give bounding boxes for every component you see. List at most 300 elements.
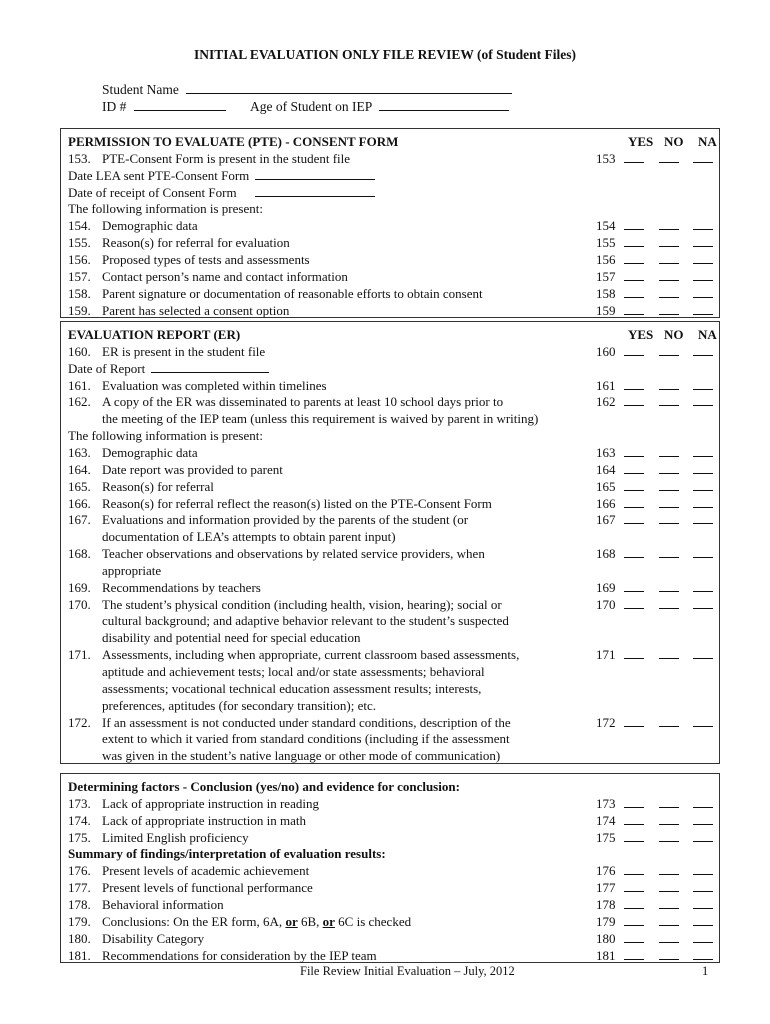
- checklist-row: [68, 862, 719, 879]
- na-answer-blank[interactable]: [693, 314, 713, 315]
- answer-ref-number: 171: [596, 647, 616, 663]
- age-line[interactable]: [379, 100, 509, 111]
- answer-ref-number: 176: [596, 863, 616, 879]
- date-entry-line[interactable]: [255, 169, 375, 180]
- no-answer-blank[interactable]: [659, 473, 679, 474]
- na-answer-blank[interactable]: [693, 162, 713, 163]
- answer-group: [596, 461, 721, 478]
- checklist-row: [68, 697, 719, 714]
- answer-group: [596, 913, 721, 930]
- date-entry-line[interactable]: [255, 186, 375, 197]
- yes-answer-blank[interactable]: [624, 229, 644, 230]
- checklist-row: [68, 302, 719, 319]
- answer-ref-number: 170: [596, 596, 616, 612]
- answer-ref-number: 160: [596, 343, 616, 359]
- checklist-row: [68, 930, 719, 947]
- answer-group: [596, 444, 721, 461]
- checklist-row: [68, 217, 719, 234]
- answer-ref-number: 155: [596, 235, 616, 251]
- na-answer-blank[interactable]: [693, 355, 713, 356]
- item-number: 161.: [68, 377, 91, 393]
- yes-answer-blank[interactable]: [624, 456, 644, 457]
- checklist-row: [68, 200, 719, 217]
- answer-group: [596, 879, 721, 896]
- checklist-row: [68, 947, 719, 964]
- na-answer-blank[interactable]: [693, 280, 713, 281]
- checklist-row: [68, 251, 719, 268]
- answer-group: [596, 896, 721, 913]
- no-answer-blank[interactable]: [659, 874, 679, 875]
- answer-group: [596, 947, 721, 964]
- na-answer-blank[interactable]: [693, 807, 713, 808]
- answer-ref-number: 158: [596, 285, 616, 301]
- answer-ref-number: 178: [596, 896, 616, 912]
- item-text: was given in the student’s native language or other mode of communication): [102, 748, 501, 764]
- yes-answer-blank[interactable]: [624, 557, 644, 558]
- answer-group: [596, 478, 721, 495]
- no-answer-blank[interactable]: [659, 942, 679, 943]
- answer-group: [596, 495, 721, 512]
- yes-answer-blank[interactable]: [624, 263, 644, 264]
- item-text: Contact person’s name and contact information: [102, 268, 348, 284]
- section-evaluation-report: [60, 321, 720, 764]
- yes-answer-blank[interactable]: [624, 608, 644, 609]
- item-text: extent to which it varied from standard conditions (including if the assessment: [102, 731, 510, 747]
- checklist-row: [68, 285, 719, 302]
- no-answer-blank[interactable]: [659, 297, 679, 298]
- no-answer-blank[interactable]: [659, 507, 679, 508]
- item-text: documentation of LEA’s attempts to obtain parent input): [102, 529, 396, 545]
- column-header-yes: YES: [628, 327, 654, 342]
- na-answer-blank[interactable]: [693, 942, 713, 943]
- item-text: ER is present in the student file: [102, 343, 266, 359]
- item-text: Recommendations for consideration by the IEP team: [102, 947, 377, 963]
- page-number: 1: [702, 964, 709, 978]
- item-text: Demographic data: [102, 444, 198, 460]
- answer-ref-number: 175: [596, 829, 616, 845]
- na-answer-blank[interactable]: [693, 874, 713, 875]
- no-answer-blank[interactable]: [659, 891, 679, 892]
- item-number: 166.: [68, 495, 91, 511]
- column-header-na: NA: [698, 134, 717, 149]
- no-answer-blank[interactable]: [659, 355, 679, 356]
- item-text: Disability Category: [102, 930, 205, 946]
- item-text: Lack of appropriate instruction in reading: [102, 795, 319, 811]
- item-text: The student’s physical condition (including health, vision, hearing); social or: [102, 596, 502, 612]
- na-answer-blank[interactable]: [693, 959, 713, 960]
- answer-ref-number: 159: [596, 302, 616, 318]
- item-text: Summary of findings/interpretation of evaluation results:: [68, 846, 386, 862]
- answer-group: [596, 829, 721, 846]
- no-answer-blank[interactable]: [659, 608, 679, 609]
- item-text: If an assessment is not conducted under standard conditions, description of the: [102, 714, 511, 730]
- item-text: Present levels of functional performance: [102, 880, 313, 896]
- checklist-row: [68, 528, 719, 545]
- no-answer-blank[interactable]: [659, 523, 679, 524]
- checklist-row: [68, 427, 719, 444]
- na-answer-blank[interactable]: [693, 473, 713, 474]
- checklist-row: [68, 184, 719, 201]
- na-answer-blank[interactable]: [693, 523, 713, 524]
- answer-group: [596, 150, 721, 167]
- section-pte-consent: [60, 128, 720, 318]
- item-text: cultural background; and adaptive behavior relevant to the student’s suspected: [102, 613, 509, 629]
- id-label: ID #: [102, 99, 127, 114]
- answer-group: [596, 714, 721, 731]
- no-answer-blank[interactable]: [659, 959, 679, 960]
- answer-group: [596, 579, 721, 596]
- item-number: 157.: [68, 268, 91, 284]
- item-number: 155.: [68, 235, 91, 251]
- no-answer-blank[interactable]: [659, 726, 679, 727]
- yes-answer-blank[interactable]: [624, 297, 644, 298]
- item-text: Parent signature or documentation of reasonable efforts to obtain consent: [102, 285, 483, 301]
- answer-ref-number: 179: [596, 913, 616, 929]
- yes-answer-blank[interactable]: [624, 925, 644, 926]
- na-answer-blank[interactable]: [693, 608, 713, 609]
- na-answer-blank[interactable]: [693, 405, 713, 406]
- item-text: Teacher observations and observations by related service providers, when: [102, 546, 485, 562]
- item-number: 164.: [68, 461, 91, 477]
- item-number: 174.: [68, 812, 91, 828]
- item-text-part: 6C is checked: [334, 913, 412, 929]
- yes-answer-blank[interactable]: [624, 959, 644, 960]
- item-number: 158.: [68, 285, 91, 301]
- item-text: Reason(s) for referral reflect the reason(s) listed on the PTE-Consent Form: [102, 495, 492, 511]
- checklist-row: [68, 360, 719, 377]
- yes-answer-blank[interactable]: [624, 841, 644, 842]
- yes-answer-blank[interactable]: [624, 246, 644, 247]
- footer-text: File Review Initial Evaluation – July, 2012: [300, 964, 515, 978]
- answer-ref-number: 169: [596, 579, 616, 595]
- item-text: [102, 914, 411, 929]
- answer-group: [596, 795, 721, 812]
- item-number: 176.: [68, 863, 91, 879]
- item-number: 160.: [68, 343, 91, 359]
- item-number: 179.: [68, 913, 91, 929]
- student-name-label: Student Name: [102, 82, 179, 97]
- checklist-row: [68, 845, 719, 862]
- yes-answer-blank[interactable]: [624, 389, 644, 390]
- answer-ref-number: 161: [596, 377, 616, 393]
- answer-group: [596, 393, 721, 410]
- answer-group: [596, 862, 721, 879]
- answer-ref-number: 166: [596, 495, 616, 511]
- item-text: aptitude and achievement tests; local and/or state assessments; behavioral: [102, 664, 485, 679]
- item-text: The following information is present:: [68, 201, 263, 217]
- item-text: assessments; vocational technical education assessment results; interests,: [102, 680, 482, 696]
- item-number: 168.: [68, 546, 91, 562]
- checklist-row: [68, 612, 719, 629]
- item-number: 165.: [68, 478, 91, 494]
- answer-ref-number: 154: [596, 218, 616, 234]
- item-number: 154.: [68, 218, 91, 234]
- no-answer-blank[interactable]: [659, 841, 679, 842]
- yes-answer-blank[interactable]: [624, 874, 644, 875]
- checklist-row: [68, 234, 719, 251]
- age-label: Age of Student on IEP: [250, 99, 372, 114]
- section-title-row: [68, 133, 719, 150]
- na-answer-blank[interactable]: [693, 490, 713, 491]
- item-number: 159.: [68, 302, 91, 318]
- date-entry-line[interactable]: [151, 362, 269, 373]
- yes-answer-blank[interactable]: [624, 490, 644, 491]
- na-answer-blank[interactable]: [693, 841, 713, 842]
- no-answer-blank[interactable]: [659, 591, 679, 592]
- item-number: 172.: [68, 714, 91, 730]
- checklist-row: [68, 829, 719, 846]
- yes-answer-blank[interactable]: [624, 280, 644, 281]
- item-number: 173.: [68, 795, 91, 811]
- section-title: PERMISSION TO EVALUATE (PTE) - CONSENT FORM: [68, 134, 399, 149]
- or-emphasis: or: [322, 913, 335, 929]
- answer-group: [596, 234, 721, 251]
- checklist-row: [68, 680, 719, 697]
- item-number: 153.: [68, 150, 91, 166]
- yes-answer-blank[interactable]: [624, 314, 644, 315]
- checklist-row: [68, 629, 719, 646]
- checklist-row: [68, 913, 719, 930]
- checklist-row: [68, 410, 719, 427]
- answer-group: [596, 268, 721, 285]
- no-answer-blank[interactable]: [659, 557, 679, 558]
- answer-ref-number: 164: [596, 461, 616, 477]
- yes-answer-blank[interactable]: [624, 473, 644, 474]
- na-answer-blank[interactable]: [693, 824, 713, 825]
- item-text: disability and potential need for special education: [102, 630, 361, 646]
- age-field[interactable]: [250, 99, 509, 115]
- checklist-row: [68, 150, 719, 167]
- answer-ref-number: 163: [596, 444, 616, 460]
- column-header-no: NO: [664, 134, 684, 149]
- na-answer-blank[interactable]: [693, 246, 713, 247]
- checklist-row: [68, 444, 719, 461]
- item-text: Behavioral information: [102, 896, 224, 912]
- answer-group: [596, 596, 721, 613]
- no-answer-blank[interactable]: [659, 908, 679, 909]
- answer-ref-number: 165: [596, 478, 616, 494]
- item-number: 167.: [68, 512, 91, 528]
- column-header-yes: YES: [628, 134, 654, 149]
- no-answer-blank[interactable]: [659, 658, 679, 659]
- checklist-row: [68, 879, 719, 896]
- answer-ref-number: 180: [596, 930, 616, 946]
- item-text: the meeting of the IEP team (unless this requirement is waived by parent in writing): [102, 411, 539, 427]
- yes-answer-blank[interactable]: [624, 523, 644, 524]
- no-answer-blank[interactable]: [659, 405, 679, 406]
- checklist-row: [68, 579, 719, 596]
- checklist-row: [68, 393, 719, 410]
- answer-ref-number: 162: [596, 394, 616, 410]
- answer-group: [596, 545, 721, 562]
- item-text: Evaluation was completed within timelines: [102, 377, 327, 393]
- checklist-row: [68, 461, 719, 478]
- na-answer-blank[interactable]: [693, 229, 713, 230]
- answer-group: [596, 343, 721, 360]
- no-answer-blank[interactable]: [659, 246, 679, 247]
- checklist-row: [68, 896, 719, 913]
- yes-answer-blank[interactable]: [624, 658, 644, 659]
- na-answer-blank[interactable]: [693, 726, 713, 727]
- no-answer-blank[interactable]: [659, 280, 679, 281]
- yes-answer-blank[interactable]: [624, 507, 644, 508]
- section-title: Determining factors - Conclusion (yes/no) and evidence for conclusion:: [68, 779, 460, 794]
- yes-answer-blank[interactable]: [624, 942, 644, 943]
- checklist-row: [68, 795, 719, 812]
- answer-ref-number: 167: [596, 512, 616, 528]
- item-text: Reason(s) for referral for evaluation: [102, 235, 290, 251]
- no-answer-blank[interactable]: [659, 162, 679, 163]
- answer-ref-number: 157: [596, 268, 616, 284]
- column-header-no: NO: [664, 327, 684, 342]
- yes-answer-blank[interactable]: [624, 891, 644, 892]
- or-emphasis: or: [285, 913, 298, 929]
- checklist-row: [68, 812, 719, 829]
- item-text: preferences, aptitudes (for secondary transition); etc.: [102, 697, 376, 713]
- item-text: Proposed types of tests and assessments: [102, 251, 310, 267]
- yes-answer-blank[interactable]: [624, 726, 644, 727]
- item-text: Recommendations by teachers: [102, 579, 261, 595]
- item-text: appropriate: [102, 562, 162, 578]
- item-number: 180.: [68, 930, 91, 946]
- na-answer-blank[interactable]: [693, 591, 713, 592]
- na-answer-blank[interactable]: [693, 507, 713, 508]
- na-answer-blank[interactable]: [693, 297, 713, 298]
- section-determining-factors: [60, 773, 720, 963]
- item-text: Date of Report: [68, 360, 146, 376]
- checklist-row: [68, 562, 719, 579]
- item-text: A copy of the ER was disseminated to parents at least 10 school days prior to: [102, 394, 504, 410]
- answer-group: [596, 812, 721, 829]
- yes-answer-blank[interactable]: [624, 824, 644, 825]
- answer-ref-number: 156: [596, 251, 616, 267]
- checklist-row: [68, 730, 719, 747]
- no-answer-blank[interactable]: [659, 389, 679, 390]
- na-answer-blank[interactable]: [693, 557, 713, 558]
- answer-group: [596, 285, 721, 302]
- column-header-na: NA: [698, 327, 717, 342]
- item-text: Evaluations and information provided by the parents of the student (or: [102, 512, 469, 528]
- na-answer-blank[interactable]: [693, 891, 713, 892]
- yes-no-na-header: [598, 326, 718, 343]
- checklist-row: [68, 663, 719, 680]
- answer-group: [596, 302, 721, 319]
- checklist-row: [68, 511, 719, 528]
- no-answer-blank[interactable]: [659, 807, 679, 808]
- yes-answer-blank[interactable]: [624, 355, 644, 356]
- checklist-row: [68, 747, 719, 764]
- item-text-part: 6B,: [297, 913, 323, 929]
- answer-group: [596, 217, 721, 234]
- item-text: Present levels of academic achievement: [102, 863, 310, 879]
- item-text: Reason(s) for referral: [102, 478, 214, 494]
- checklist-row: [68, 495, 719, 512]
- item-number: 178.: [68, 896, 91, 912]
- answer-group: [596, 511, 721, 528]
- na-answer-blank[interactable]: [693, 389, 713, 390]
- checklist-row: [68, 377, 719, 394]
- answer-ref-number: 174: [596, 812, 616, 828]
- answer-ref-number: 177: [596, 880, 616, 896]
- item-text: Date LEA sent PTE-Consent Form: [68, 167, 250, 183]
- student-name-line[interactable]: [186, 83, 512, 94]
- answer-ref-number: 168: [596, 546, 616, 562]
- checklist-row: [68, 478, 719, 495]
- yes-answer-blank[interactable]: [624, 908, 644, 909]
- checklist-row: [68, 268, 719, 285]
- item-text: Date of receipt of Consent Form: [68, 184, 237, 200]
- item-number: 163.: [68, 444, 91, 460]
- id-line[interactable]: [134, 100, 226, 111]
- no-answer-blank[interactable]: [659, 263, 679, 264]
- yes-answer-blank[interactable]: [624, 162, 644, 163]
- no-answer-blank[interactable]: [659, 314, 679, 315]
- answer-ref-number: 172: [596, 714, 616, 730]
- item-number: 162.: [68, 394, 91, 410]
- item-number: 175.: [68, 829, 91, 845]
- item-text: The following information is present:: [68, 428, 263, 444]
- na-answer-blank[interactable]: [693, 925, 713, 926]
- na-answer-blank[interactable]: [693, 658, 713, 659]
- no-answer-blank[interactable]: [659, 456, 679, 457]
- na-answer-blank[interactable]: [693, 263, 713, 264]
- checklist-row: [68, 646, 719, 663]
- item-text: Parent has selected a consent option: [102, 302, 290, 318]
- student-name-field[interactable]: [102, 82, 512, 98]
- no-answer-blank[interactable]: [659, 229, 679, 230]
- item-text-part: Conclusions: On the ER form, 6A,: [102, 913, 286, 929]
- item-number: 169.: [68, 579, 91, 595]
- item-text: Assessments, including when appropriate, current classroom based assessments,: [102, 647, 520, 663]
- item-text: Demographic data: [102, 218, 198, 234]
- answer-ref-number: 181: [596, 947, 616, 963]
- no-answer-blank[interactable]: [659, 490, 679, 491]
- no-answer-blank[interactable]: [659, 824, 679, 825]
- answer-ref-number: 153: [596, 150, 616, 166]
- item-number: 170.: [68, 596, 91, 612]
- item-number: 171.: [68, 647, 91, 663]
- answer-group: [596, 251, 721, 268]
- answer-group: [596, 646, 721, 663]
- item-number: 181.: [68, 947, 91, 963]
- checklist-row: [68, 596, 719, 613]
- answer-ref-number: 173: [596, 795, 616, 811]
- checklist-row: [68, 167, 719, 184]
- item-text: Date report was provided to parent: [102, 461, 283, 477]
- yes-answer-blank[interactable]: [624, 591, 644, 592]
- section-title-row: [68, 326, 719, 343]
- item-number: 156.: [68, 251, 91, 267]
- page-title: INITIAL EVALUATION ONLY FILE REVIEW (of Student Files): [194, 47, 576, 62]
- id-field[interactable]: [102, 99, 226, 115]
- yes-no-na-header: [598, 133, 718, 150]
- answer-group: [596, 930, 721, 947]
- answer-group: [596, 377, 721, 394]
- yes-answer-blank[interactable]: [624, 807, 644, 808]
- checklist-row: [68, 545, 719, 562]
- item-text: Lack of appropriate instruction in math: [102, 812, 306, 828]
- checklist-row: [68, 343, 719, 360]
- na-answer-blank[interactable]: [693, 456, 713, 457]
- no-answer-blank[interactable]: [659, 925, 679, 926]
- section-title: EVALUATION REPORT (ER): [68, 327, 241, 342]
- na-answer-blank[interactable]: [693, 908, 713, 909]
- section-title-row: [68, 778, 719, 795]
- item-text: PTE-Consent Form is present in the student file: [102, 150, 351, 166]
- item-text: Limited English proficiency: [102, 829, 249, 845]
- yes-answer-blank[interactable]: [624, 405, 644, 406]
- item-number: 177.: [68, 880, 91, 896]
